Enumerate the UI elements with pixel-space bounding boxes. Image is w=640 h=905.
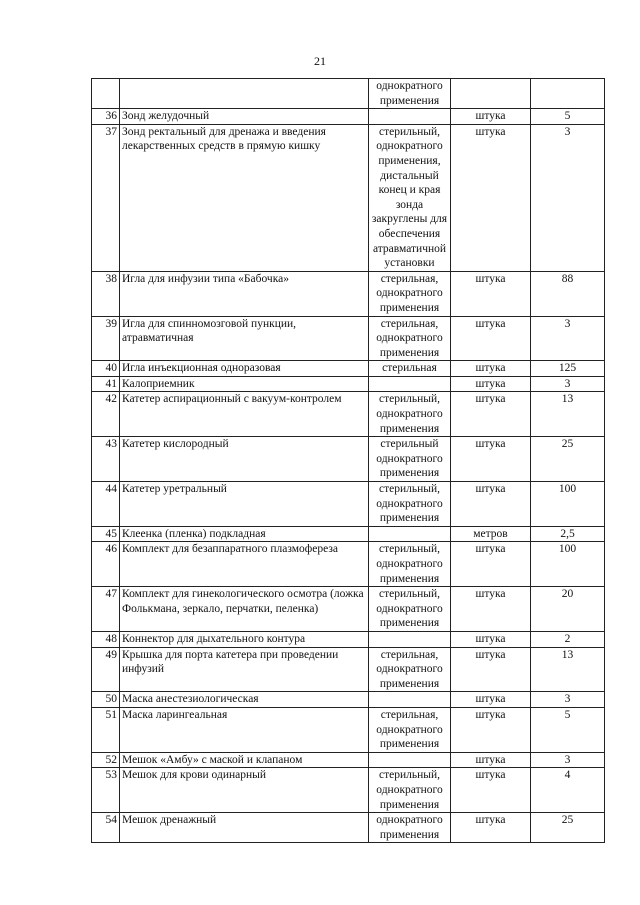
item-description: стерильный, однократного применения [369, 482, 451, 527]
item-number: 38 [92, 271, 120, 316]
item-number: 45 [92, 526, 120, 542]
item-unit: штука [451, 813, 531, 843]
item-name: Мешок «Амбу» с маской и клапаном [120, 752, 369, 768]
item-description: стерильная, однократного применения [369, 647, 451, 692]
item-number: 54 [92, 813, 120, 843]
table-row [92, 124, 605, 271]
table-row [92, 376, 605, 392]
item-number: 52 [92, 752, 120, 768]
table-row [92, 361, 605, 377]
item-name: Мешок для крови одинарный [120, 768, 369, 813]
item-unit: штука [451, 482, 531, 527]
table-row [92, 542, 605, 587]
item-description [369, 376, 451, 392]
item-quantity: 100 [531, 542, 605, 587]
item-name [120, 79, 369, 109]
item-number [92, 79, 120, 109]
item-quantity: 100 [531, 482, 605, 527]
table-row [92, 692, 605, 708]
item-quantity: 4 [531, 768, 605, 813]
item-quantity: 3 [531, 752, 605, 768]
item-number: 36 [92, 109, 120, 125]
item-description: стерильный, однократного применения [369, 542, 451, 587]
item-unit: штука [451, 587, 531, 632]
item-description: стерильный, однократного применения [369, 392, 451, 437]
item-unit: штука [451, 752, 531, 768]
item-description: однократного применения [369, 813, 451, 843]
item-quantity: 3 [531, 692, 605, 708]
item-unit: штука [451, 707, 531, 752]
item-number: 37 [92, 124, 120, 271]
item-description: стерильная, однократного применения [369, 316, 451, 361]
page-number: 21 [314, 54, 326, 68]
item-unit [451, 79, 531, 109]
item-name: Комплект для гинекологического осмотра (ложка Фолькмана, зеркало, перчатки, пеленка) [120, 587, 369, 632]
item-description: однократного применения [369, 79, 451, 109]
item-quantity: 25 [531, 813, 605, 843]
item-description: стерильная [369, 361, 451, 377]
item-name: Крышка для порта катетера при проведении инфузий [120, 647, 369, 692]
item-description: стерильный однократного применения [369, 437, 451, 482]
item-name: Калоприемник [120, 376, 369, 392]
table-row [92, 813, 605, 843]
item-name: Катетер аспирационный с вакуум-контролем [120, 392, 369, 437]
item-number: 39 [92, 316, 120, 361]
item-unit: штука [451, 542, 531, 587]
item-unit: штука [451, 124, 531, 271]
item-name: Клеенка (пленка) подкладная [120, 526, 369, 542]
item-quantity: 25 [531, 437, 605, 482]
item-name: Маска ларингеальная [120, 707, 369, 752]
item-number: 44 [92, 482, 120, 527]
item-name: Мешок дренажный [120, 813, 369, 843]
item-quantity: 5 [531, 707, 605, 752]
item-name: Зонд желудочный [120, 109, 369, 125]
item-name: Катетер уретральный [120, 482, 369, 527]
item-unit: штука [451, 392, 531, 437]
table-row [92, 437, 605, 482]
item-number: 51 [92, 707, 120, 752]
table-row [92, 482, 605, 527]
item-quantity: 125 [531, 361, 605, 377]
item-number: 40 [92, 361, 120, 377]
item-quantity [531, 79, 605, 109]
item-quantity: 2 [531, 631, 605, 647]
item-description: стерильный, однократного применения [369, 587, 451, 632]
item-description: стерильный, однократного применения [369, 768, 451, 813]
table-row [92, 79, 605, 109]
item-quantity: 13 [531, 647, 605, 692]
table-row [92, 316, 605, 361]
item-number: 48 [92, 631, 120, 647]
item-name: Коннектор для дыхательного контура [120, 631, 369, 647]
item-quantity: 5 [531, 109, 605, 125]
item-name: Катетер кислородный [120, 437, 369, 482]
supplies-table [91, 78, 605, 843]
item-number: 41 [92, 376, 120, 392]
item-description: стерильная, однократного применения [369, 707, 451, 752]
table-row [92, 647, 605, 692]
item-unit: штука [451, 361, 531, 377]
item-description [369, 631, 451, 647]
item-unit: метров [451, 526, 531, 542]
table-row [92, 707, 605, 752]
item-name: Игла для инфузии типа «Бабочка» [120, 271, 369, 316]
item-unit: штука [451, 376, 531, 392]
item-quantity: 13 [531, 392, 605, 437]
item-name: Игла для спинномозговой пункции, атравматичная [120, 316, 369, 361]
table-row [92, 109, 605, 125]
item-unit: штука [451, 768, 531, 813]
item-unit: штука [451, 271, 531, 316]
item-name: Зонд ректальный для дренажа и введения лекарственных средств в прямую кишку [120, 124, 369, 271]
item-number: 47 [92, 587, 120, 632]
item-name: Комплект для безаппаратного плазмофереза [120, 542, 369, 587]
item-description [369, 109, 451, 125]
table-row [92, 392, 605, 437]
table-row [92, 587, 605, 632]
item-quantity: 2,5 [531, 526, 605, 542]
item-unit: штука [451, 109, 531, 125]
table-row [92, 752, 605, 768]
item-description [369, 752, 451, 768]
item-number: 42 [92, 392, 120, 437]
item-quantity: 3 [531, 316, 605, 361]
item-unit: штука [451, 437, 531, 482]
item-quantity: 20 [531, 587, 605, 632]
item-number: 46 [92, 542, 120, 587]
item-number: 53 [92, 768, 120, 813]
item-description: стерильная, однократного применения [369, 271, 451, 316]
item-unit: штука [451, 631, 531, 647]
item-name: Маска анестезиологическая [120, 692, 369, 708]
item-unit: штука [451, 316, 531, 361]
item-quantity: 88 [531, 271, 605, 316]
item-quantity: 3 [531, 376, 605, 392]
table-row [92, 271, 605, 316]
item-description: стерильный, однократного применения, дистальный конец и края зонда закруглены для обеспечения атравматичной установки [369, 124, 451, 271]
item-description [369, 526, 451, 542]
item-quantity: 3 [531, 124, 605, 271]
item-number: 43 [92, 437, 120, 482]
table-row [92, 768, 605, 813]
item-unit: штука [451, 647, 531, 692]
item-number: 49 [92, 647, 120, 692]
table-row [92, 526, 605, 542]
item-unit: штука [451, 692, 531, 708]
item-description [369, 692, 451, 708]
table-row [92, 631, 605, 647]
item-name: Игла инъекционная одноразовая [120, 361, 369, 377]
item-number: 50 [92, 692, 120, 708]
